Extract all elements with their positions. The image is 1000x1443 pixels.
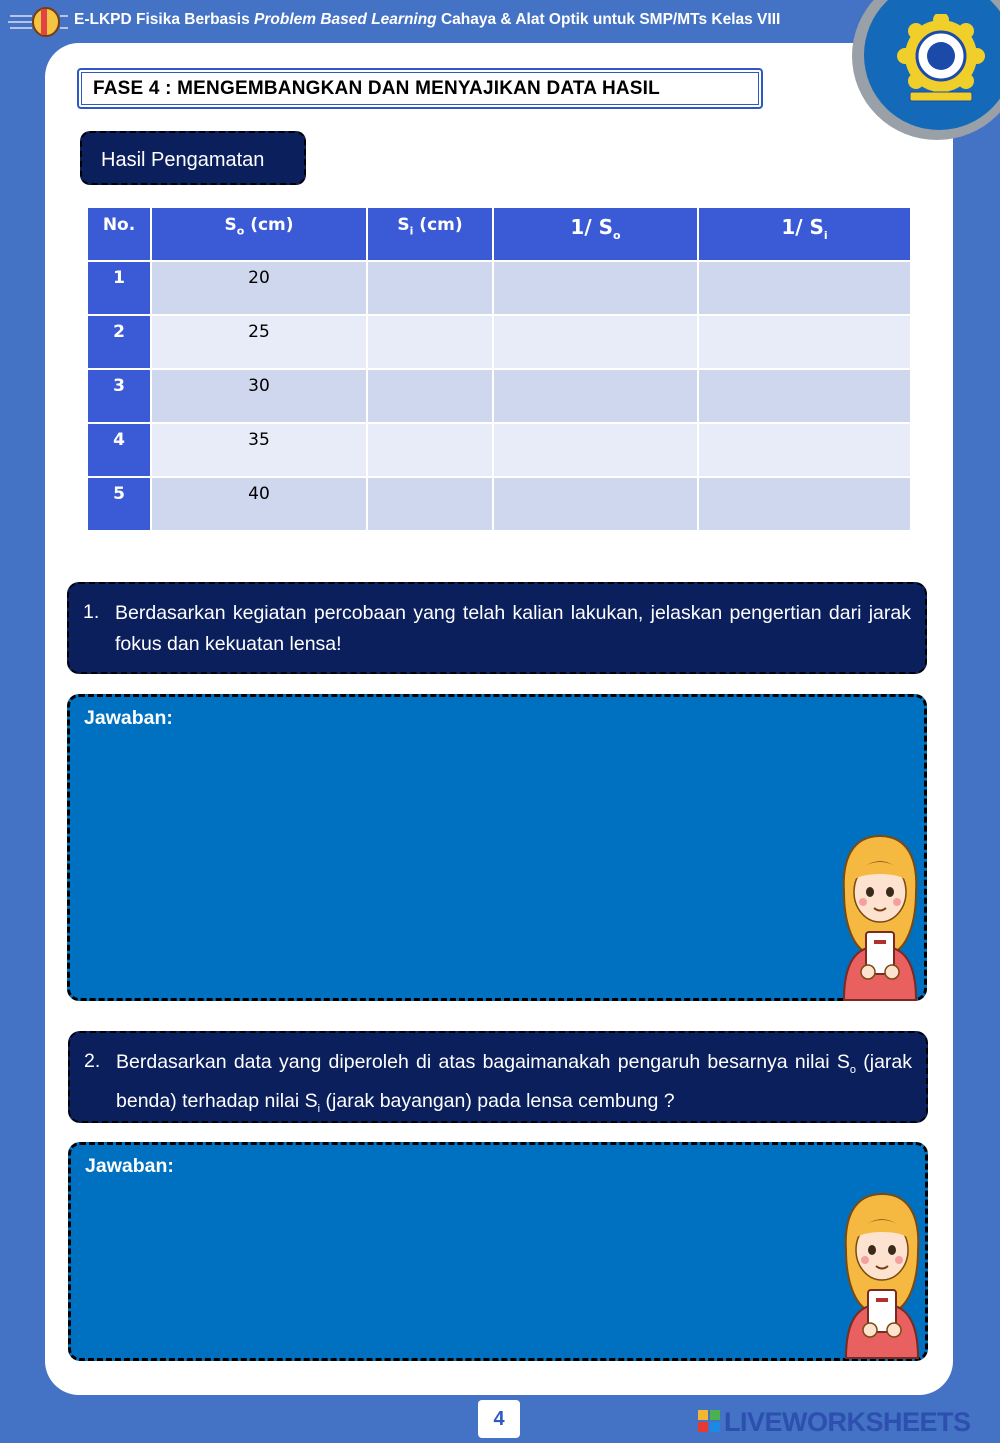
column-header-so: $S_o$ (cm) (151, 207, 367, 261)
question-2-box (68, 1031, 928, 1123)
table-header-row (87, 207, 911, 261)
section-label-box (80, 131, 306, 185)
answer-1-field[interactable] (84, 737, 834, 986)
cell-si[interactable] (367, 477, 493, 531)
cell-inv-so[interactable] (493, 261, 698, 315)
cell-inv-si[interactable] (698, 369, 911, 423)
cell-inv-so[interactable] (493, 315, 698, 369)
column-header-inv-so: 1/ $S_o$ (493, 207, 698, 261)
student-girl-icon (832, 832, 928, 1002)
cell-inv-so[interactable] (493, 423, 698, 477)
cell-so: 35 (151, 423, 367, 477)
row-number: 5 (87, 477, 151, 531)
cell-so: 20 (151, 261, 367, 315)
cell-inv-so[interactable] (493, 477, 698, 531)
cell-si[interactable] (367, 261, 493, 315)
liveworksheets-logo-icon (698, 1410, 720, 1432)
answer-2-field[interactable] (85, 1185, 835, 1346)
phase-title: FASE 4 : MENGEMBANGKAN DAN MENYAJIKAN DATA HASIL (93, 78, 660, 99)
observation-table (86, 206, 912, 532)
row-number: 2 (87, 315, 151, 369)
student-girl-icon (834, 1190, 930, 1360)
table-row (87, 477, 911, 531)
row-number: 4 (87, 423, 151, 477)
table-row (87, 261, 911, 315)
university-seal-icon (896, 14, 986, 104)
brand-text: LIVEWORKSHEETS (724, 1407, 971, 1437)
question-text: Berdasarkan kegiatan percobaan yang telah kalian lakukan, jelaskan pengertian dari jarak fokus dan kekuatan lensa! (115, 602, 911, 655)
question-number: 2. (84, 1050, 101, 1072)
liveworksheets-brand[interactable] (698, 1406, 994, 1438)
cell-inv-si[interactable] (698, 261, 911, 315)
row-number: 3 (87, 369, 151, 423)
answer-1-box (67, 694, 927, 1001)
answer-label: Jawaban: (84, 707, 173, 729)
table-row (87, 315, 911, 369)
row-number: 1 (87, 261, 151, 315)
question-text: Berdasarkan data yang diperoleh di atas bagaimanakah pengaruh besarnya nilai $S_o$ (jarak benda) terhadap nilai $S_i$ (jarak bayangan) pada lensa cembung ? (116, 1051, 912, 1115)
column-header-no: No. (87, 207, 151, 261)
answer-2-box (68, 1142, 928, 1361)
header-title: E-LKPD Fisika Berbasis Problem Based Learning Cahaya & Alat Optik untuk SMP/MTs Kelas VIII (74, 11, 781, 28)
section-label: Hasil Pengamatan (101, 149, 265, 171)
column-header-inv-si: 1/ $S_i$ (698, 207, 911, 261)
question-1-box (67, 582, 927, 674)
cell-inv-si[interactable] (698, 477, 911, 531)
table-row (87, 369, 911, 423)
rocket-icon (8, 6, 70, 38)
header-bar (0, 0, 1000, 42)
cell-inv-si[interactable] (698, 423, 911, 477)
cell-so: 40 (151, 477, 367, 531)
cell-si[interactable] (367, 423, 493, 477)
cell-so: 25 (151, 315, 367, 369)
answer-label: Jawaban: (85, 1155, 174, 1177)
phase-title-box (77, 68, 763, 109)
cell-si[interactable] (367, 369, 493, 423)
cell-si[interactable] (367, 315, 493, 369)
cell-so: 30 (151, 369, 367, 423)
cell-inv-si[interactable] (698, 315, 911, 369)
question-number: 1. (83, 601, 100, 623)
column-header-si: $S_i$ (cm) (367, 207, 493, 261)
page-number-badge (478, 1400, 520, 1438)
page-number: 4 (493, 1408, 505, 1430)
cell-inv-so[interactable] (493, 369, 698, 423)
table-row (87, 423, 911, 477)
